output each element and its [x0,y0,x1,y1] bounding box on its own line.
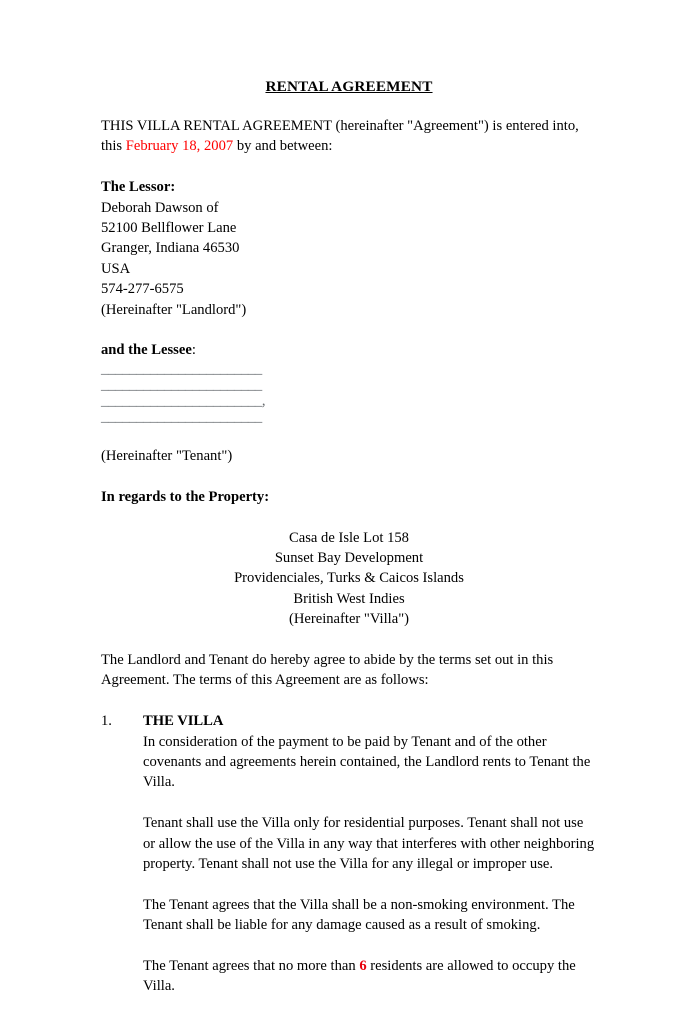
lessee-blank-line-4[interactable]: _______________________ [101,409,262,426]
lessee-heading-bold: and the Lessee [101,342,192,359]
lessor-line-street: 52100 Bellflower Lane [101,220,237,237]
spacer-after-blank-lines [101,426,597,446]
lessor-block [101,177,597,320]
agreement-intro-paragraph: The Landlord and Tenant do hereby agree to abide by the terms set out in this Agreement. The terms of this Agreement are as follows: [101,652,554,689]
occupancy-text-after: residents are allowed to occupy the Villa. [143,958,576,995]
property-heading: In regards to the Property: [101,488,270,505]
lessor-line-city-state-zip: Granger, Indiana 46530 [101,240,240,257]
property-address-line-4: British West Indies [293,590,405,607]
lessor-heading: The Lessor: [101,179,176,196]
lessor-line-phone: 574-277-6575 [101,281,184,298]
property-address-line-1: Casa de Isle Lot 158 [289,529,409,546]
clause-1-paragraph-1: In consideration of the payment to be paid by Tenant and of the other covenants and agreements herein contained, the Landlord rents to Tenant the Villa. [143,733,591,791]
lessor-line-name: Deborah Dawson of [101,199,219,216]
clause-1-paragraph-2: Tenant shall use the Villa only for residential purposes. Tenant shall not use or allow the use of the Villa in any way that interferes with other neighboring property. Tenant shall not use the Villa for any illegal or improper use. [143,815,595,873]
lessee-heading [101,340,597,360]
lessee-blank-lines [101,361,597,426]
clause-1-number: 1. [101,713,112,730]
page-title [101,78,597,96]
document-body [101,78,597,1017]
clause-1-paragraph-4 [143,956,597,997]
tenant-note: (Hereinafter "Tenant") [101,447,233,464]
intro-trailing-text: by and between: [233,138,333,155]
property-address-line-3: Providenciales, Turks & Caicos Islands [234,570,464,587]
lessee-blank-line-1[interactable]: _______________________ [101,360,262,377]
lessee-blank-line-2[interactable]: _______________________ [101,377,262,394]
clause-1-heading: THE VILLA [143,713,224,730]
clause-1-paragraph-3: The Tenant agrees that the Villa shall be a non-smoking environment. The Tenant shall be liable for any damage caused as a result of smoking. [143,896,575,934]
lessee-heading-colon: : [191,342,196,359]
property-address-block [101,528,597,630]
max-residents-count: 6 [359,958,367,975]
intro-lead-text: THIS VILLA RENTAL AGREEMENT (hereinafter "Agreement") is entered into, this [101,118,579,155]
lessee-blank-line-3[interactable]: _______________________, [101,393,266,410]
property-villa-note: (Hereinafter "Villa") [288,611,410,628]
intro-paragraph [101,116,597,157]
clause-1 [101,711,597,997]
lessor-line-landlord-note: (Hereinafter "Landlord") [101,301,247,318]
property-address-line-2: Sunset Bay Development [274,549,424,566]
occupancy-text-before: The Tenant agrees that no more than [143,958,360,975]
agreement-date: February 18, 2007 [125,138,234,155]
page-title-text: RENTAL AGREEMENT [265,78,433,95]
lessor-line-country: USA [101,260,131,277]
